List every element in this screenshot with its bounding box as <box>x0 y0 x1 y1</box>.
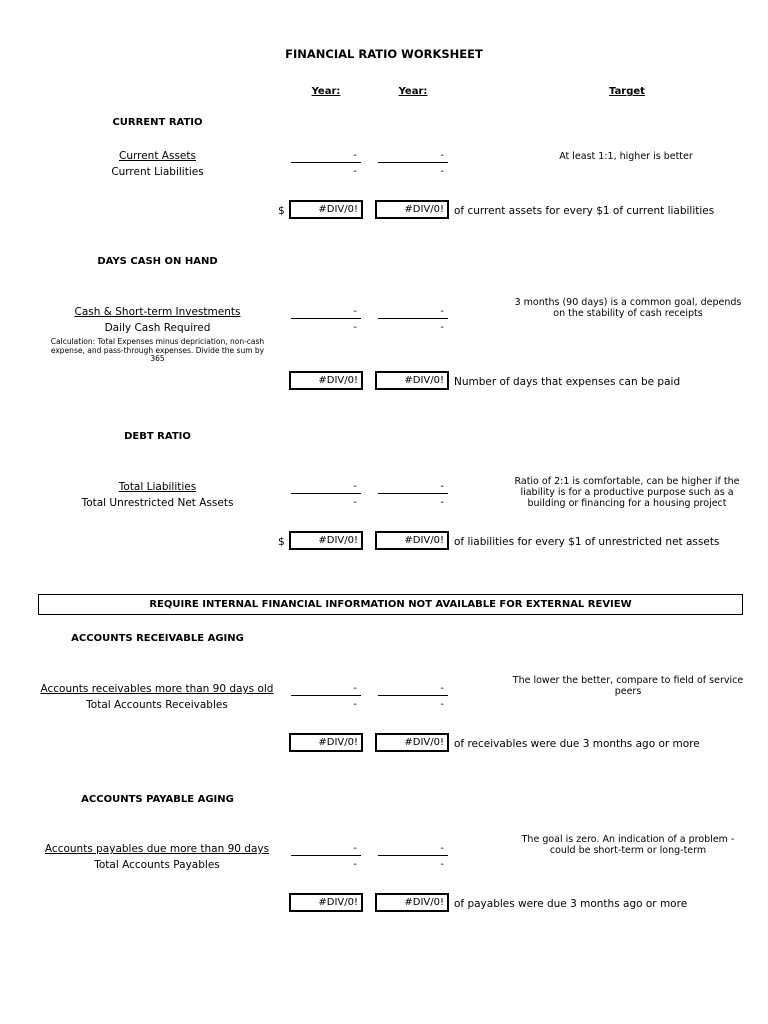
ap-aging-heading: ACCOUNTS PAYABLE AGING <box>81 794 234 805</box>
current-ratio-num-y1: - <box>353 150 357 161</box>
internal-info-banner: REQUIRE INTERNAL FINANCIAL INFORMATION NOT AVAILABLE FOR EXTERNAL REVIEW <box>38 594 743 615</box>
days-cash-calculation-note: Calculation: Total Expenses minus depriciation, non-cash expense, and pass-through expenses. Divide the sum by 365 <box>50 337 265 363</box>
days-cash-heading: DAYS CASH ON HAND <box>97 256 218 267</box>
debt-ratio-y2-divider <box>378 493 448 494</box>
current-ratio-num-y2: - <box>440 150 444 161</box>
ar-aging-target: The lower the better, compare to field of service peers <box>512 675 744 697</box>
ap-aging-result-y1: #DIV/0! <box>289 893 363 912</box>
debt-ratio-target: Ratio of 2:1 is comfortable, can be higher if the liability is for a productive purpose such as a building or financing for a housing project <box>514 476 740 509</box>
ar-aging-num-y1: - <box>353 683 357 694</box>
debt-ratio-result-y1: #DIV/0! <box>289 531 363 550</box>
year-column-header-1: Year: <box>311 86 341 97</box>
target-column-header: Target <box>609 86 645 97</box>
ar-aging-y1-divider <box>291 695 361 696</box>
current-ratio-result-y1: #DIV/0! <box>289 200 363 219</box>
current-ratio-heading: CURRENT RATIO <box>112 117 203 128</box>
current-ratio-y2-divider <box>378 162 448 163</box>
ar-aging-y2-divider <box>378 695 448 696</box>
ap-aging-numerator-label: Accounts payables due more than 90 days <box>44 843 270 855</box>
days-cash-num-y1: - <box>353 306 357 317</box>
ar-aging-heading: ACCOUNTS RECEIVABLE AGING <box>71 633 244 644</box>
ap-aging-target: The goal is zero. An indication of a problem - could be short-term or long-term <box>521 834 735 856</box>
current-ratio-result-y2: #DIV/0! <box>375 200 449 219</box>
ar-aging-result-text: of receivables were due 3 months ago or more <box>454 738 700 750</box>
days-cash-result-y1: #DIV/0! <box>289 371 363 390</box>
debt-ratio-den-y1: - <box>353 497 357 508</box>
ap-aging-den-y2: - <box>440 859 444 870</box>
current-ratio-y1-divider <box>291 162 361 163</box>
days-cash-target: 3 months (90 days) is a common goal, depends on the stability of cash receipts <box>514 297 742 319</box>
days-cash-numerator-label: Cash & Short-term Investments <box>74 306 241 318</box>
debt-ratio-y1-divider <box>291 493 361 494</box>
ap-aging-result-text: of payables were due 3 months ago or more <box>454 898 688 910</box>
ap-aging-den-y1: - <box>353 859 357 870</box>
ap-aging-num-y1: - <box>353 843 357 854</box>
debt-ratio-den-y2: - <box>440 497 444 508</box>
debt-ratio-result-y2: #DIV/0! <box>375 531 449 550</box>
ap-aging-result-y2: #DIV/0! <box>375 893 449 912</box>
year-column-header-2: Year: <box>398 86 428 97</box>
current-ratio-denominator-label: Current Liabilities <box>111 166 204 178</box>
ar-aging-result-y2: #DIV/0! <box>375 733 449 752</box>
debt-ratio-heading: DEBT RATIO <box>124 431 191 442</box>
ap-aging-denominator-label: Total Accounts Payables <box>94 859 220 871</box>
ap-aging-num-y2: - <box>440 843 444 854</box>
current-ratio-den-y2: - <box>440 166 444 177</box>
current-ratio-dollar-sign: $ <box>278 205 285 217</box>
ar-aging-numerator-label: Accounts receivables more than 90 days old <box>40 683 274 695</box>
days-cash-result-y2: #DIV/0! <box>375 371 449 390</box>
ar-aging-result-y1: #DIV/0! <box>289 733 363 752</box>
days-cash-y1-divider <box>291 318 361 319</box>
ap-aging-y1-divider <box>291 855 361 856</box>
days-cash-result-text: Number of days that expenses can be paid <box>454 376 681 388</box>
debt-ratio-denominator-label: Total Unrestricted Net Assets <box>81 497 234 509</box>
ar-aging-denominator-label: Total Accounts Receivables <box>86 699 228 711</box>
current-ratio-target: At least 1:1, higher is better <box>559 151 693 162</box>
current-ratio-numerator-label: Current Assets <box>119 150 196 162</box>
debt-ratio-numerator-label: Total Liabilities <box>118 481 197 493</box>
days-cash-den-y2: - <box>440 322 444 333</box>
current-ratio-result-text: of current assets for every $1 of current liabilities <box>454 205 715 217</box>
debt-ratio-num-y2: - <box>440 481 444 492</box>
days-cash-den-y1: - <box>353 322 357 333</box>
ar-aging-den-y2: - <box>440 699 444 710</box>
ar-aging-den-y1: - <box>353 699 357 710</box>
debt-ratio-result-text: of liabilities for every $1 of unrestricted net assets <box>454 536 720 548</box>
ap-aging-y2-divider <box>378 855 448 856</box>
days-cash-num-y2: - <box>440 306 444 317</box>
current-ratio-den-y1: - <box>353 166 357 177</box>
ar-aging-num-y2: - <box>440 683 444 694</box>
days-cash-denominator-label: Daily Cash Required <box>104 322 211 334</box>
page-title: FINANCIAL RATIO WORKSHEET <box>285 47 483 61</box>
debt-ratio-num-y1: - <box>353 481 357 492</box>
debt-ratio-dollar-sign: $ <box>278 536 285 548</box>
days-cash-y2-divider <box>378 318 448 319</box>
